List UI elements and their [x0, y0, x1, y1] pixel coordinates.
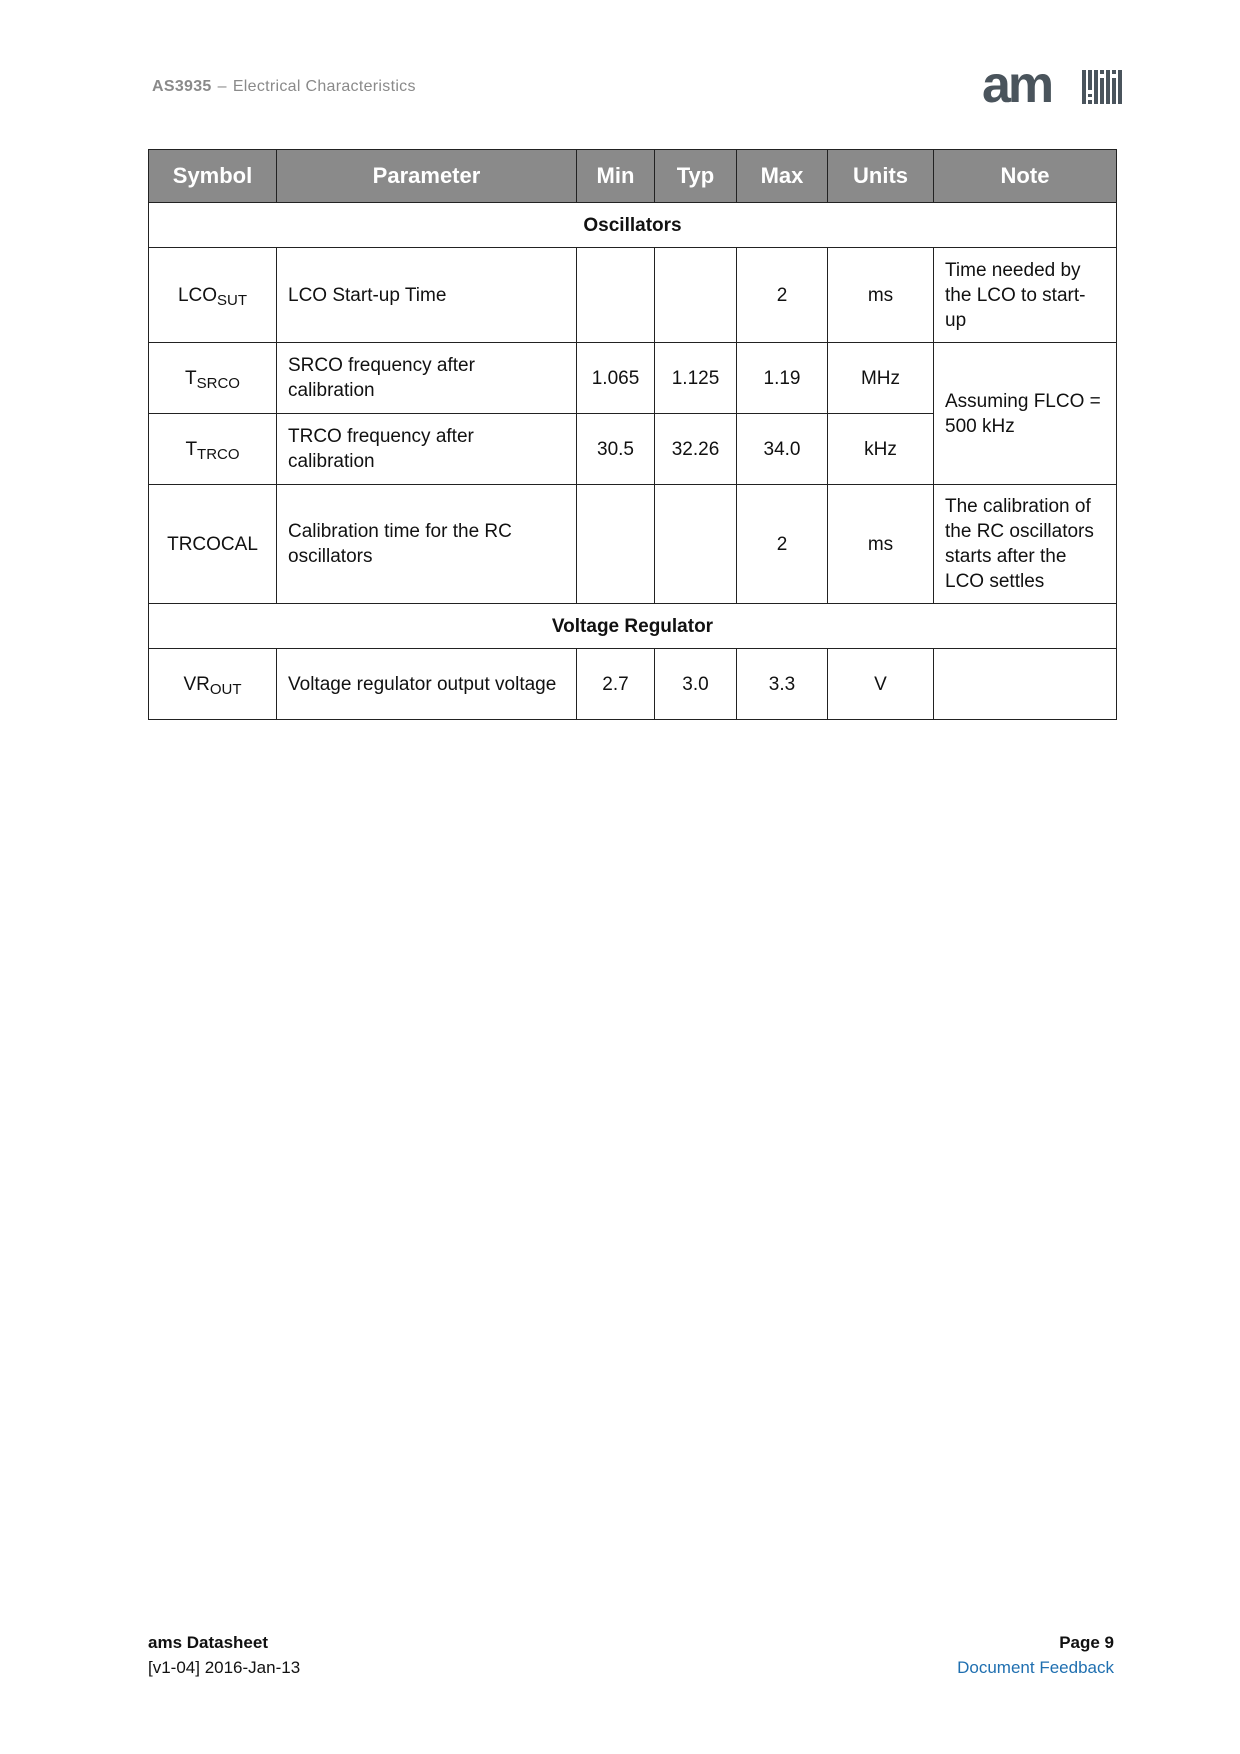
parameter-cell: Calibration time for the RC oscillators: [277, 485, 577, 604]
min-cell: [577, 485, 655, 604]
symbol-cell: $T_{TRCO}$: [149, 414, 277, 485]
table-row: [149, 485, 1117, 604]
col-header-min: Min: [577, 150, 655, 203]
ams-logo-icon: [982, 66, 1128, 112]
units-cell: MHz: [828, 343, 934, 414]
note-cell: Assuming FLCO = 500 kHz: [934, 343, 1117, 485]
table-row: [149, 649, 1117, 720]
col-header-typ: Typ: [655, 150, 737, 203]
max-cell: 34.0: [737, 414, 828, 485]
electrical-characteristics-table: [148, 149, 1117, 720]
typ-cell: [655, 248, 737, 343]
typ-cell: 3.0: [655, 649, 737, 720]
col-header-note: Note: [934, 150, 1117, 203]
typ-cell: 1.125: [655, 343, 737, 414]
col-header-max: Max: [737, 150, 828, 203]
table-row: [149, 343, 1117, 414]
table-row: [149, 248, 1117, 343]
min-cell: 1.065: [577, 343, 655, 414]
min-cell: 2.7: [577, 649, 655, 720]
note-cell: Time needed by the LCO to start-up: [934, 248, 1117, 343]
col-header-symbol: Symbol: [149, 150, 277, 203]
symbol-cell: $VR_{OUT}$: [149, 649, 277, 720]
footer-doc-title: ams Datasheet: [148, 1633, 269, 1652]
col-header-units: Units: [828, 150, 934, 203]
max-cell: 1.19: [737, 343, 828, 414]
parameter-cell: Voltage regulator output voltage: [277, 649, 577, 720]
document-feedback-link[interactable]: Document Feedback: [957, 1658, 1114, 1677]
section-row-oscillators: [149, 203, 1117, 248]
symbol-cell: $LCO_{SUT}$: [149, 248, 277, 343]
min-cell: [577, 248, 655, 343]
page-header: [152, 78, 416, 96]
max-cell: 3.3: [737, 649, 828, 720]
parameter-cell: SRCO frequency after calibration: [277, 343, 577, 414]
max-cell: 2: [737, 485, 828, 604]
units-cell: V: [828, 649, 934, 720]
symbol-cell: TRCOCAL: [149, 485, 277, 604]
typ-cell: 32.26: [655, 414, 737, 485]
footer-left: [148, 1630, 300, 1680]
section-label: Voltage Regulator: [149, 604, 1117, 649]
section-row-voltage-regulator: [149, 604, 1117, 649]
note-cell: [934, 649, 1117, 720]
max-cell: 2: [737, 248, 828, 343]
col-header-parameter: Parameter: [277, 150, 577, 203]
symbol-cell: $T_{SRCO}$: [149, 343, 277, 414]
svg-text:am: am: [982, 66, 1052, 112]
footer-right: [957, 1630, 1114, 1680]
note-cell: The calibration of the RC oscillators starts after the LCO settles: [934, 485, 1117, 604]
header-dash: –: [217, 78, 227, 95]
units-cell: ms: [828, 248, 934, 343]
footer-version: [v1-04] 2016-Jan-13: [148, 1658, 301, 1677]
parameter-cell: LCO Start-up Time: [277, 248, 577, 343]
doc-id: AS3935: [152, 78, 212, 95]
typ-cell: [655, 485, 737, 604]
min-cell: 30.5: [577, 414, 655, 485]
page-number: Page 9: [1059, 1633, 1114, 1652]
parameter-cell: TRCO frequency after calibration: [277, 414, 577, 485]
units-cell: kHz: [828, 414, 934, 485]
table-header-row: [149, 150, 1117, 203]
section-label: Oscillators: [149, 203, 1117, 248]
section-title: Electrical Characteristics: [232, 78, 416, 95]
units-cell: ms: [828, 485, 934, 604]
